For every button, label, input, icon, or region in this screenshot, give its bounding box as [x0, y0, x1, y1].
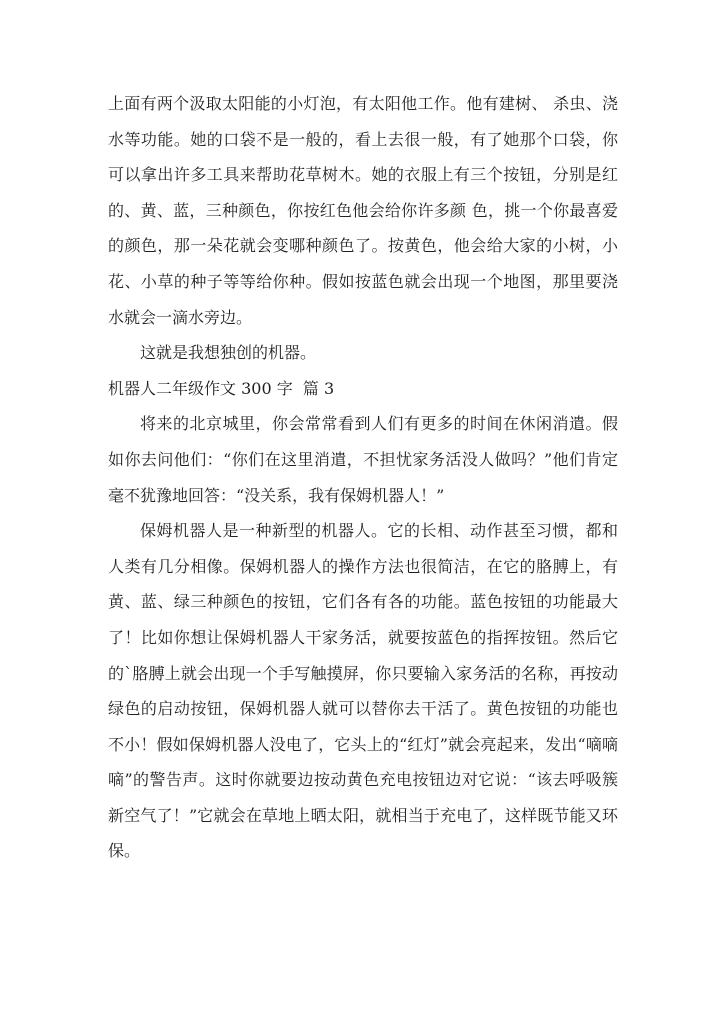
document-body: [108, 86, 618, 869]
paragraph-nanny-robot: 保姆机器人是一种新型的机器人。它的长相、动作甚至习惯，都和人类有几分相像。保姆机器人的操作方法也很简洁，在它的胳膊上，有黄、蓝、绿三种颜色的按钮，它们各有各的功能。蓝色按钮的功能最大了！比如你想让保姆机器人干家务活，就要按蓝色的指挥按钮。然后它的`胳膊上就会出现一个手写触摸屏，你只要输入家务活的名称，再按动绿色的启动按钮，保姆机器人就可以替你去干活了。黄色按钮的功能也不小！假如保姆机器人没电了，它头上的“红灯”就会亮起来，发出“嘀嘀嘀”的警告声。这时你就要边按动黄色充电按钮边对它说：“该去呼吸簇新空气了！”它就会在草地上晒太阳，就相当于充电了，这样既节能又环保。: [108, 521, 618, 861]
paragraph-future-beijing: 将来的北京城里，你会常常看到人们有更多的时间在休闲消遣。假如你去问他们：“你们在这里消遣，不担忧家务活没人做吗？”他们肯定毫不犹豫地回答：“没关系，我有保姆机器人！”: [108, 414, 618, 505]
section-heading: 机器人二年级作文 300 字 篇 3: [108, 378, 335, 398]
paragraph-conclusion: 这就是我想独创的机器。: [140, 343, 317, 363]
paragraph-robot-features: 上面有两个汲取太阳能的小灯泡，有太阳他工作。他有建树、 杀虫、浇水等功能。她的口袋不是一般的，看上去很一般，有了她那个口袋，你可以拿出许多工具来帮助花草树木。她的衣服上有三个按钮，分别是红的、黄、蓝，三种颜色，你按红色他会给你许多颜 色，挑一个你最喜爱的颜色，那一朵花就会变哪种颜色了。按黄色，他会给大家的小树，小花、小草的种子等等给你种。假如按蓝色就会出现一个地图，那里要浇水就会一滴水旁边。: [108, 94, 618, 327]
